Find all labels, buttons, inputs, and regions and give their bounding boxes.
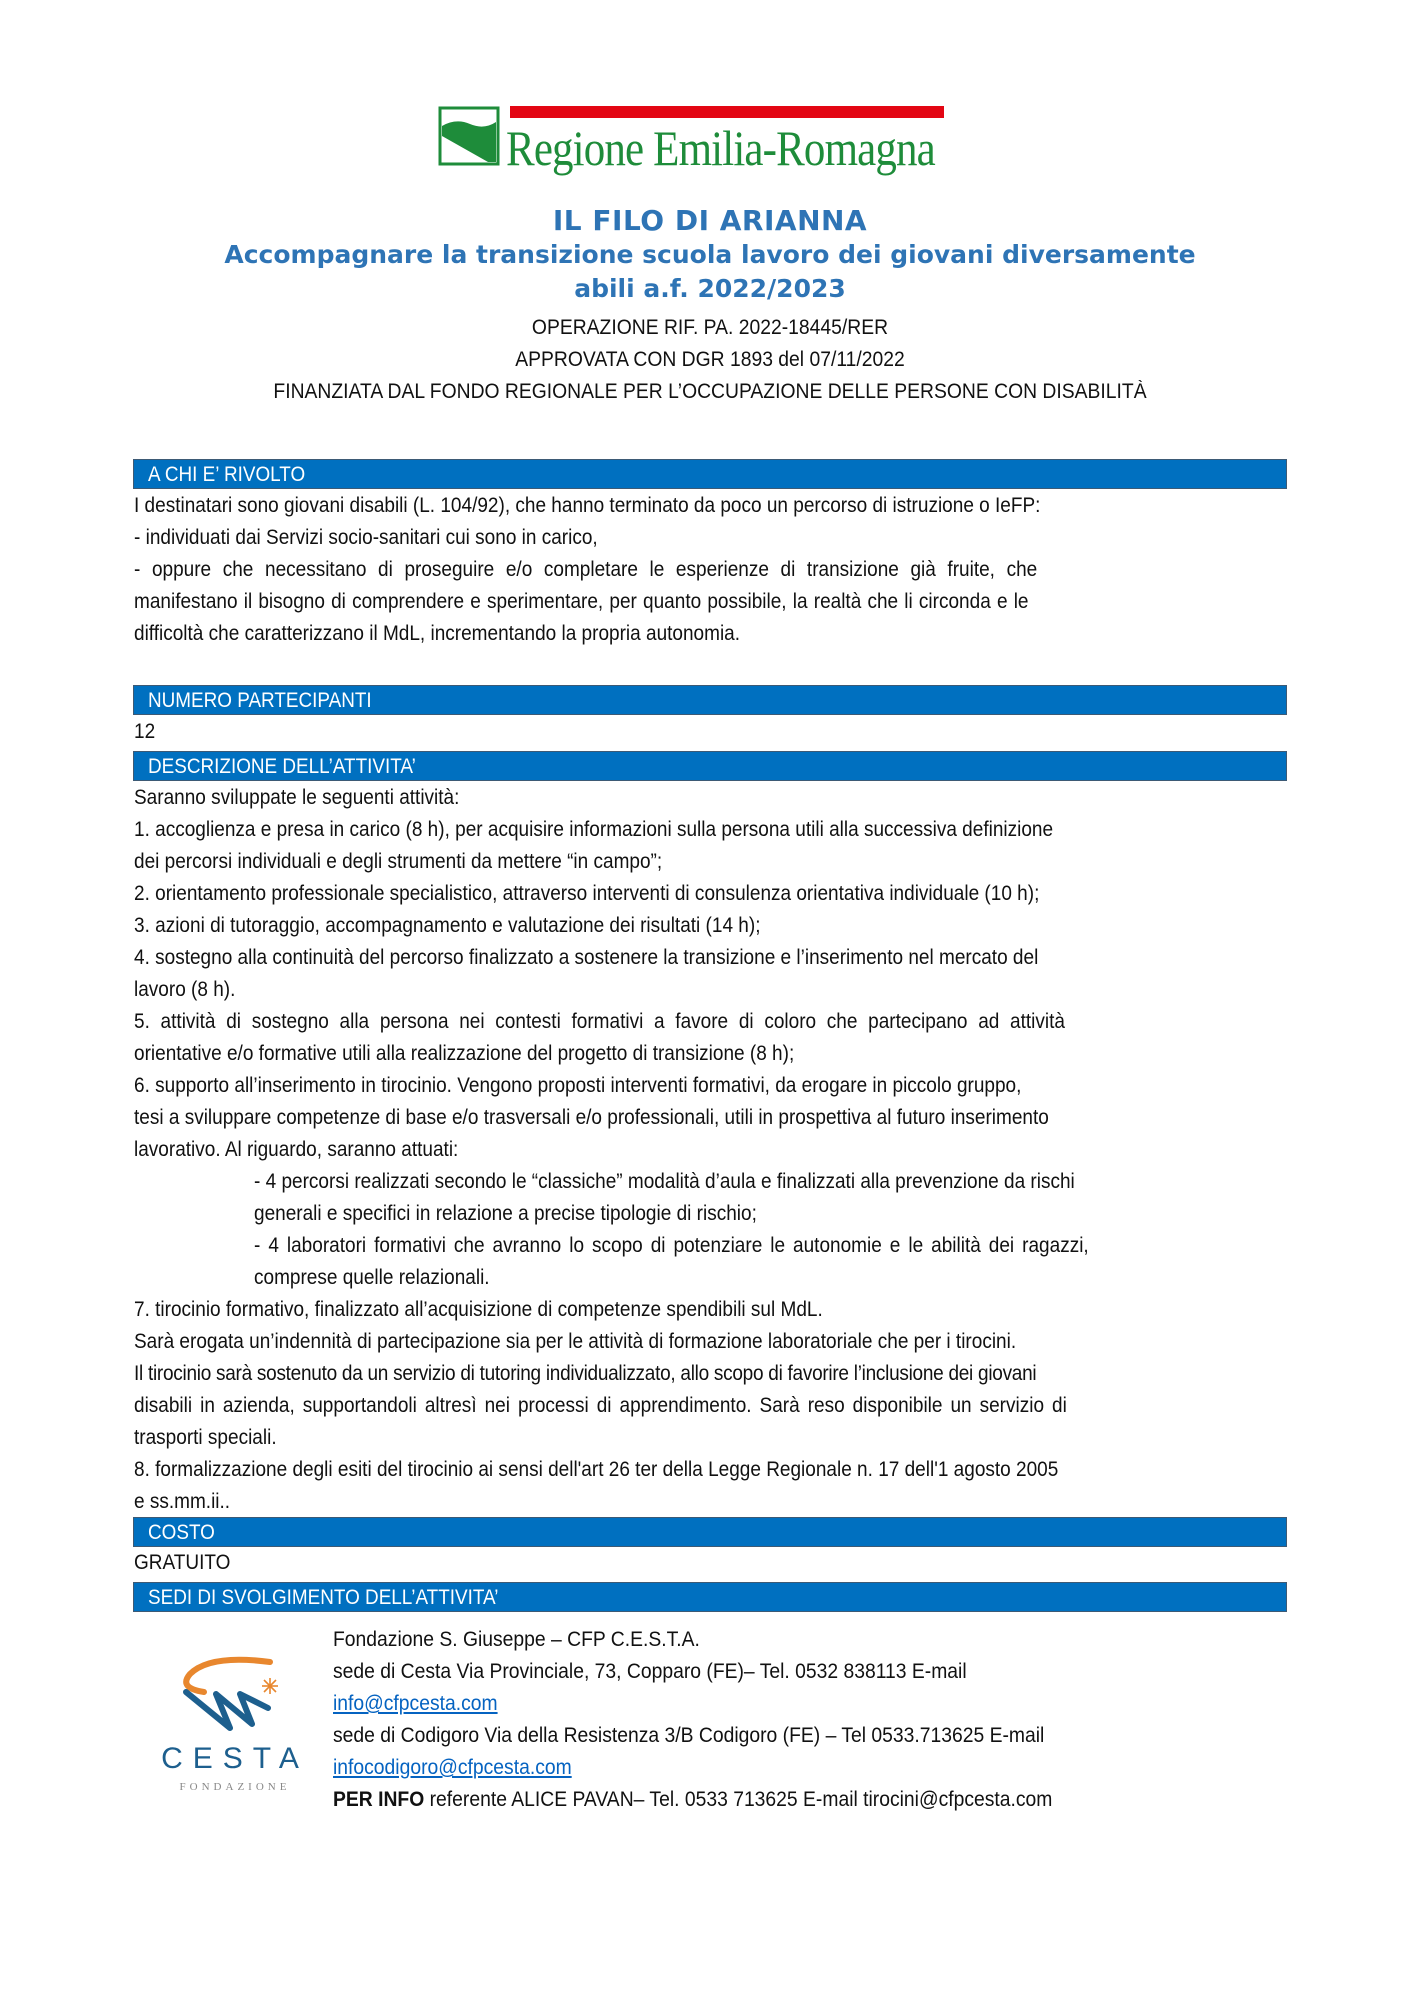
locations-info bbox=[333, 1624, 1283, 1816]
section-heading-text: A CHI E’ RIVOLTO bbox=[148, 463, 306, 486]
text-line: Il tirocinio sarà sostenuto da un servizio di tutoring individualizzato, allo scopo di favorire l’inclusione dei giovani bbox=[134, 1362, 1037, 1385]
cost-text bbox=[134, 1547, 1286, 1579]
participants-value: 12 bbox=[134, 720, 156, 743]
section-header-target bbox=[133, 459, 1287, 489]
text-line: - individuati dai Servizi socio-sanitari cui sono in carico, bbox=[134, 526, 598, 549]
cesta-swirl-icon bbox=[160, 1650, 310, 1800]
cost-value: GRATUITO bbox=[134, 1551, 231, 1574]
text-line: manifestano il bisogno di comprendere e sperimentare, per quanto possibile, la realtà che li circonda e le bbox=[134, 590, 1029, 613]
cesta-logo bbox=[160, 1650, 310, 1800]
text-line: lavorativo. Al riguardo, saranno attuati: bbox=[134, 1138, 459, 1161]
email-link-wrapper bbox=[333, 1688, 1207, 1720]
section-header-locations bbox=[133, 1582, 1287, 1612]
cesta-logo-name: CESTA bbox=[161, 1742, 309, 1775]
text-line: 5. attività di sostegno alla persona nei contesti formativi a favore di coloro che partecipano ad attività bbox=[134, 1010, 1065, 1033]
operation-info bbox=[130, 312, 1290, 408]
email-link-wrapper bbox=[333, 1752, 1207, 1784]
text-line: 2. orientamento professionale specialistico, attraverso interventi di consulenza orientativa individuale (10 h); bbox=[134, 882, 1040, 905]
text-line: Saranno sviluppate le seguenti attività: bbox=[134, 786, 460, 809]
participants-count bbox=[134, 716, 1286, 748]
info-label: PER INFO bbox=[333, 1788, 425, 1811]
document-subtitle-line-2: abili a.f. 2022/2023 bbox=[574, 274, 846, 303]
info-text: referente ALICE PAVAN– Tel. 0533 713625 E-mail tirocini@cfpcesta.com bbox=[424, 1788, 1053, 1811]
location-copparo: sede di Cesta Via Provinciale, 73, Copparo (FE)– Tel. 0532 838113 E-mail bbox=[333, 1660, 967, 1683]
location-codigoro: sede di Codigoro Via della Resistenza 3/B Codigoro (FE) – Tel 0533.713625 E-mail bbox=[333, 1724, 1045, 1747]
logo-text: Regione Emilia-Romagna bbox=[506, 120, 935, 176]
text-line: tesi a sviluppare competenze di base e/o trasversali e/o professionali, utili in prospettiva al futuro inserimento bbox=[134, 1106, 1049, 1129]
section-header-participants bbox=[133, 685, 1287, 715]
text-line: e ss.mm.ii.. bbox=[134, 1490, 231, 1513]
title-block bbox=[130, 204, 1290, 408]
description-text bbox=[134, 782, 1286, 1518]
cesta-logo-tagline: FONDAZIONE bbox=[179, 1781, 291, 1793]
text-line: comprese quelle relazionali. bbox=[254, 1266, 490, 1289]
text-line: - 4 laboratori formativi che avranno lo scopo di potenziare le autonomie e le abilità dei ragazzi, bbox=[254, 1234, 1089, 1257]
document-title: IL FILO DI ARIANNA bbox=[552, 204, 868, 237]
section-heading-text: COSTO bbox=[148, 1521, 215, 1544]
text-line: - 4 percorsi realizzati secondo le “classiche” modalità d’aula e finalizzati alla prevenzione da rischi bbox=[254, 1170, 1075, 1193]
text-line: 7. tirocinio formativo, finalizzato all’acquisizione di competenze spendibili sul MdL. bbox=[134, 1298, 823, 1321]
section-heading-text: DESCRIZIONE DELL’ATTIVITA’ bbox=[148, 755, 416, 778]
region-emblem-icon bbox=[438, 106, 500, 166]
approval-ref: APPROVATA CON DGR 1893 del 07/11/2022 bbox=[515, 348, 905, 371]
text-line: disabili in azienda, supportandoli altresì nei processi di apprendimento. Sarà reso disponibile un servizio di bbox=[134, 1394, 1067, 1417]
logo-red-bar bbox=[510, 106, 944, 118]
section-header-description bbox=[133, 751, 1287, 781]
text-line: orientative e/o formative utili alla realizzazione del progetto di transizione (8 h); bbox=[134, 1042, 795, 1065]
text-line: 4. sostegno alla continuità del percorso finalizzato a sostenere la transizione e l’inserimento nel mercato del bbox=[134, 946, 1039, 969]
text-line: Sarà erogata un’indennità di partecipazione sia per le attività di formazione laboratoriale che per i tirocini. bbox=[134, 1330, 1017, 1353]
text-line: trasporti speciali. bbox=[134, 1426, 277, 1449]
text-line: difficoltà che caratterizzano il MdL, incrementando la propria autonomia. bbox=[134, 622, 741, 645]
text-line: lavoro (8 h). bbox=[134, 978, 236, 1001]
text-line: 1. accoglienza e presa in carico (8 h), per acquisire informazioni sulla persona utili alla successiva definizione bbox=[134, 818, 1054, 841]
section-heading-text: NUMERO PARTECIPANTI bbox=[148, 689, 372, 712]
text-line: - oppure che necessitano di proseguire e/o completare le esperienze di transizione già fruite, che bbox=[134, 558, 1038, 581]
text-line: 3. azioni di tutoraggio, accompagnamento e valutazione dei risultati (14 h); bbox=[134, 914, 761, 937]
target-audience-text bbox=[134, 490, 1286, 650]
section-header-cost bbox=[133, 1517, 1287, 1547]
text-line: dei percorsi individuali e degli strumenti da mettere “in campo”; bbox=[134, 850, 663, 873]
text-line: 8. formalizzazione degli esiti del tirocinio ai sensi dell'art 26 ter della Legge Regionale n. 17 dell'1 agosto 2005 bbox=[134, 1458, 1059, 1481]
section-heading-text: SEDI DI SVOLGIMENTO DELL’ATTIVITA’ bbox=[148, 1586, 499, 1609]
document-subtitle-line-1: Accompagnare la transizione scuola lavoro dei giovani diversamente bbox=[224, 240, 1196, 269]
text-line: I destinatari sono giovani disabili (L. 104/92), che hanno terminato da poco un percorso di istruzione o IeFP: bbox=[134, 494, 1041, 517]
funding-ref: FINANZIATA DAL FONDO REGIONALE PER L’OCCUPAZIONE DELLE PERSONE CON DISABILITÀ bbox=[273, 380, 1147, 403]
text-line: generali e specifici in relazione a precise tipologie di rischio; bbox=[254, 1202, 757, 1225]
email-link-info[interactable]: info@cfpcesta.com bbox=[333, 1692, 498, 1715]
organization-name: Fondazione S. Giuseppe – CFP C.E.S.T.A. bbox=[333, 1628, 700, 1651]
indented-list bbox=[134, 1166, 1286, 1294]
text-line: 6. supporto all’inserimento in tirocinio. Vengono proposti interventi formativi, da erogare in piccolo gruppo, bbox=[134, 1074, 1022, 1097]
regione-emilia-romagna-logo bbox=[438, 106, 990, 182]
operation-ref: OPERAZIONE RIF. PA. 2022-18445/RER bbox=[531, 316, 889, 339]
email-link-codigoro[interactable]: infocodigoro@cfpcesta.com bbox=[333, 1756, 572, 1779]
contact-info bbox=[333, 1784, 1207, 1816]
